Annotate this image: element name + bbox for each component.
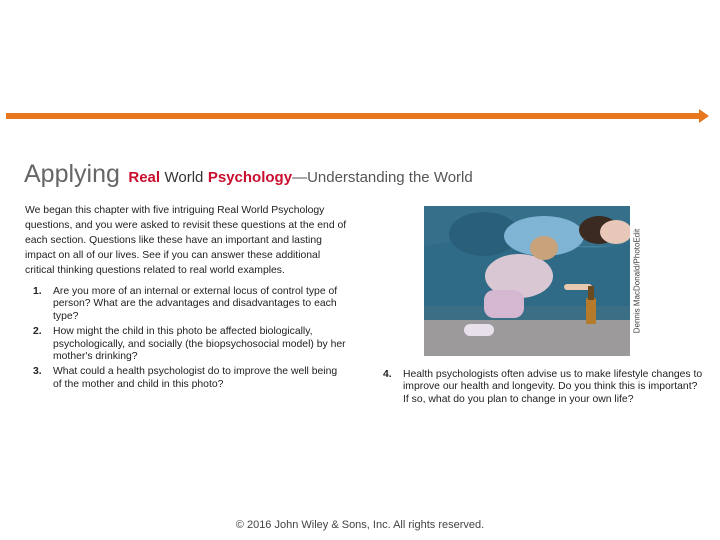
question-text: How might the child in this photo be affected biologically, psychologically, and socially (the biopsychosocial model) by her mother's drinking?: [53, 326, 346, 363]
heading-psychology: Psychology: [207, 169, 293, 186]
photo-credit-text: Dennis MacDonald/PhotoEdit: [632, 228, 642, 334]
heading-subtitle: —Understanding the World: [292, 169, 473, 186]
heading-world: World: [164, 169, 204, 186]
heading-applying: Applying: [24, 160, 120, 188]
question-number: 3.: [33, 366, 42, 378]
question-item: [25, 326, 347, 363]
photo-credit: [630, 206, 644, 356]
orange-divider-line: [6, 113, 702, 119]
question-text: Health psychologists often advise us to make lifestyle changes to improve our health and longevity. Do you think this is important? If so, what do you plan to change in your own life?: [403, 369, 703, 405]
question-number: 1.: [33, 286, 42, 297]
question-item: [25, 366, 347, 391]
question-text: What could a health psychologist do to improve the well being of the mother and child in this photo?: [53, 366, 338, 390]
question-item: [375, 369, 705, 406]
photo-mother-child: [424, 206, 630, 356]
question-text: Are you more of an internal or external locus of control type of person? What are the advantages and disadvantages to each type?: [53, 286, 338, 322]
photo-illustration: [424, 206, 630, 356]
intro-paragraph: We began this chapter with five intriguing Real World Psychology questions, and you were asked to revisit these questions at the end of each section. Questions like these have an important and lasting impact on all of our lives. See if you can answer these additional critical thinking questions related to real world examples.: [25, 205, 347, 276]
question-number: 4.: [383, 369, 392, 380]
heading-real: Real: [128, 169, 161, 186]
question-list: [25, 286, 347, 394]
question-number: 2.: [33, 326, 42, 338]
arrow-head-icon: [699, 109, 709, 123]
section-heading: [24, 160, 473, 189]
question-item: [25, 286, 347, 323]
copyright-footer: © 2016 John Wiley & Sons, Inc. All rights reserved.: [235, 519, 485, 531]
